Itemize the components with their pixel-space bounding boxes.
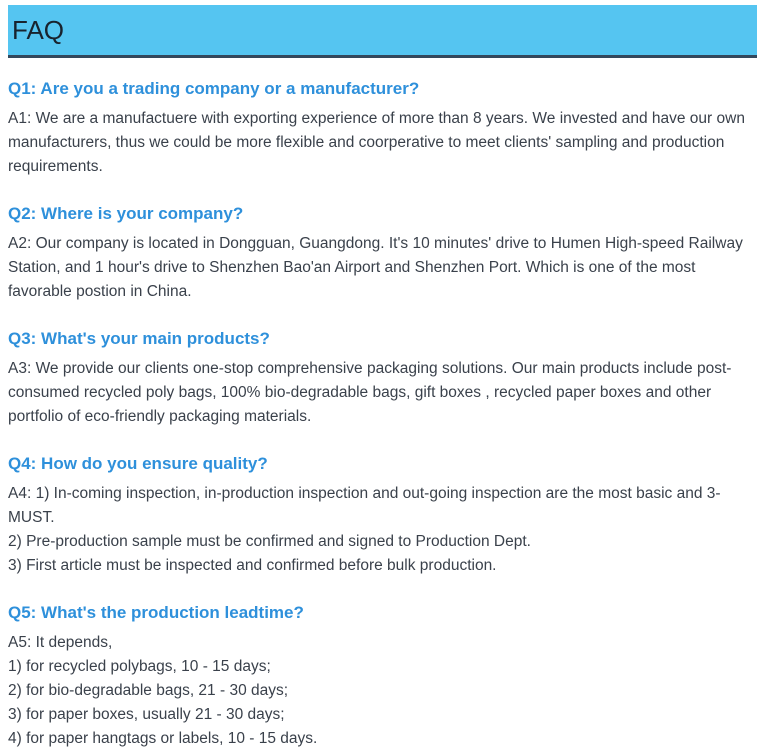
faq-answer-line: A2: Our company is located in Dongguan, Guangdong. It's 10 minutes' drive to Humen High-speed Railway Station, and 1 hour's drive to Shenzhen Bao'an Airport and Shenzhen Port. Which is one of the most favorable postion in China.	[8, 235, 743, 300]
faq-title: FAQ	[12, 15, 65, 45]
faq-question: Q2: Where is your company?	[8, 204, 244, 223]
faq-answer-line: A3: We provide our clients one-stop comprehensive packaging solutions. Our main products include post-consumed recycled poly bags, 100% bio-degradable bags, gift boxes , recycled paper boxes and other portfolio of eco-friendly packaging materials.	[8, 360, 732, 425]
faq-item-q4	[8, 453, 757, 578]
faq-item-q3	[8, 328, 757, 429]
faq-question: Q4: How do you ensure quality?	[8, 454, 268, 473]
faq-answer-line: 3) for paper boxes, usually 21 - 30 days;	[8, 706, 285, 723]
faq-question: Q1: Are you a trading company or a manufacturer?	[8, 79, 420, 98]
faq-item-q5	[8, 602, 757, 751]
faq-answer-line: 1) for recycled polybags, 10 - 15 days;	[8, 658, 271, 675]
faq-answer-line: 3) First article must be inspected and confirmed before bulk production.	[8, 557, 497, 574]
faq-header-bar	[8, 5, 757, 58]
faq-question: Q3: What's your main products?	[8, 329, 270, 348]
faq-answer-line: 4) for paper hangtags or labels, 10 - 15 days.	[8, 730, 318, 747]
faq-answer-line: A4: 1) In-coming inspection, in-production inspection and out-going inspection are the most basic and 3-MUST.	[8, 485, 721, 526]
faq-answer-line: A5: It depends,	[8, 634, 113, 651]
faq-answer-line: 2) for bio-degradable bags, 21 - 30 days;	[8, 682, 289, 699]
faq-question: Q5: What's the production leadtime?	[8, 603, 304, 622]
faq-item-q1	[8, 78, 757, 179]
faq-item-q2	[8, 203, 757, 304]
faq-answer-line: 2) Pre-production sample must be confirmed and signed to Production Dept.	[8, 533, 531, 550]
faq-answer-line: A1: We are a manufactuere with exporting experience of more than 8 years. We invested and have our own manufacturers, thus we could be more flexible and coorperative to meet clients' sampling and production requirements.	[8, 110, 745, 175]
